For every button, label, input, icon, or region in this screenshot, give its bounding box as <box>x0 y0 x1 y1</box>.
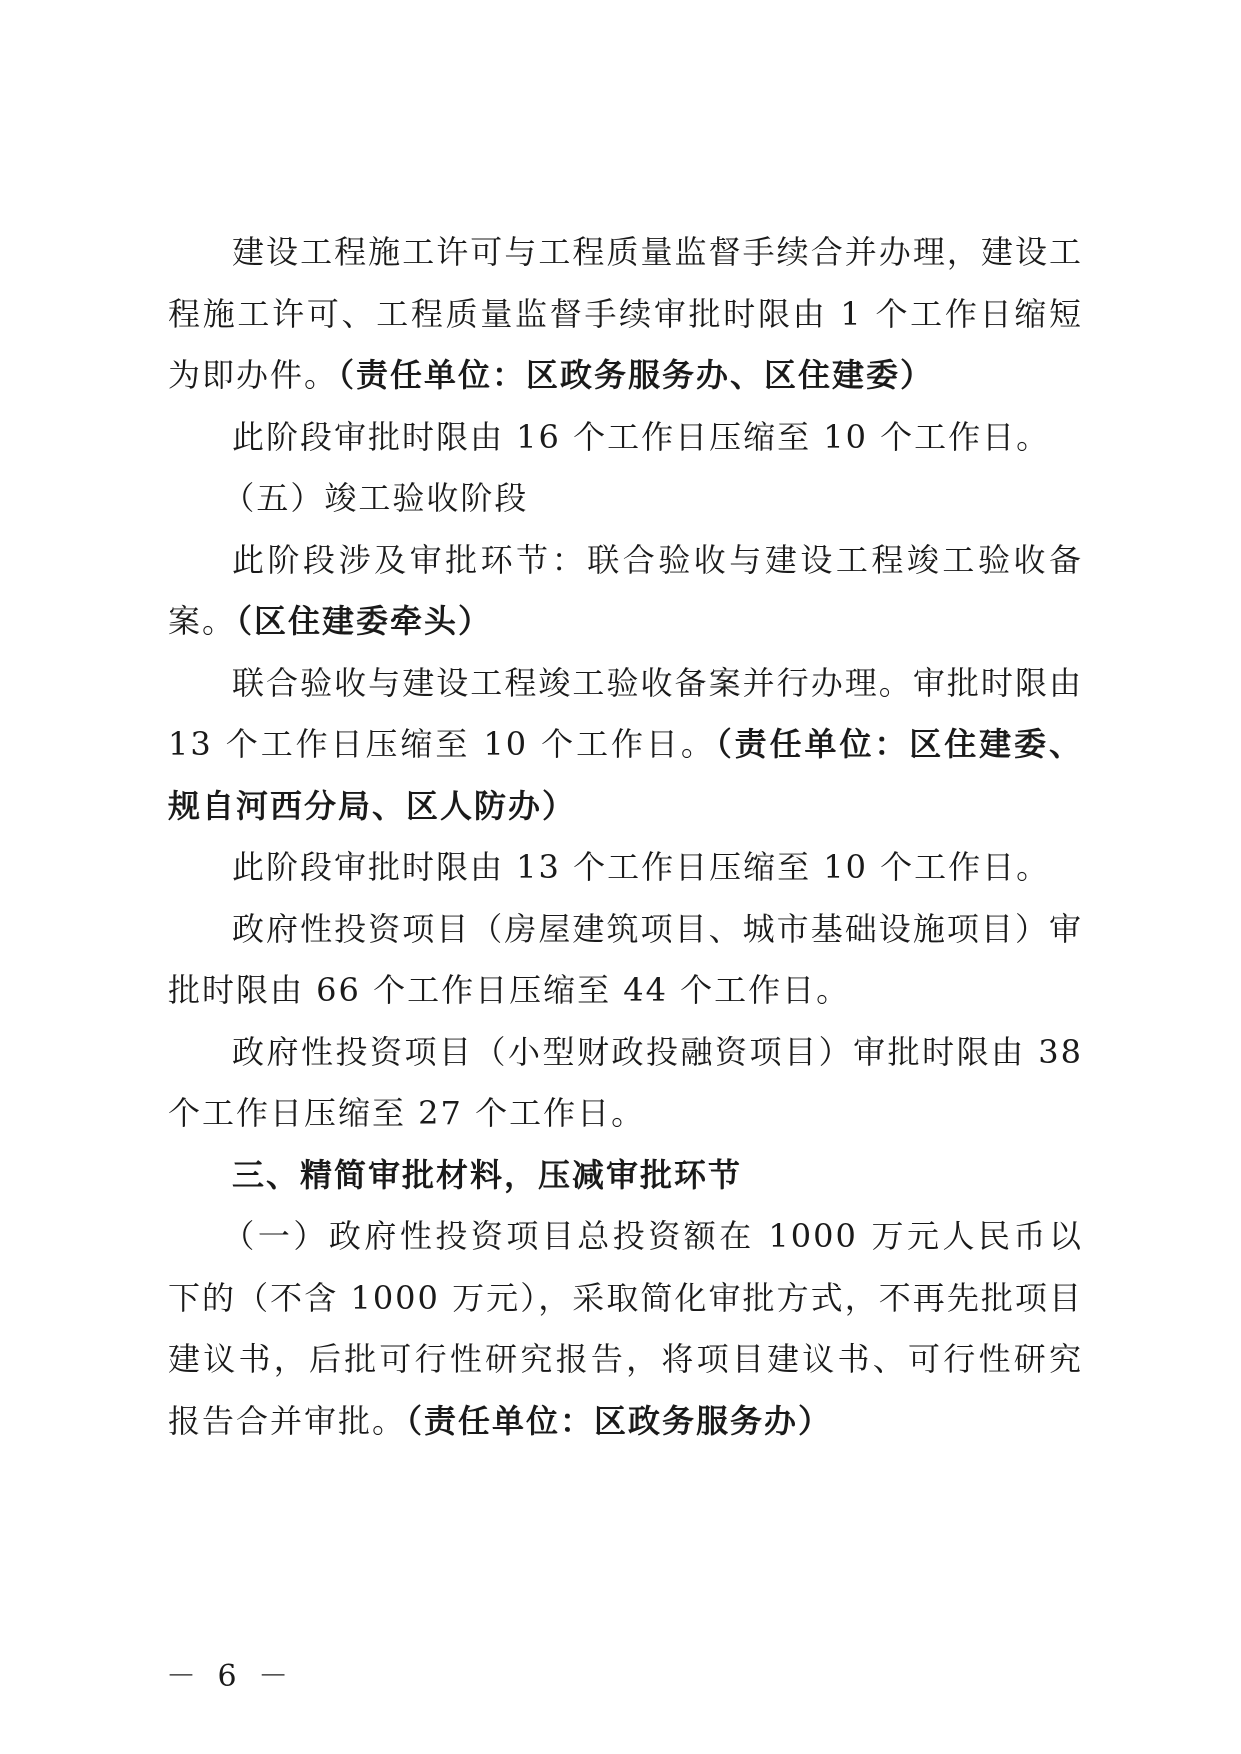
responsible-units: （责任单位：区政务服务办、区住建委） <box>338 356 935 394</box>
paragraph-text: 联合验收与建设工程竣工验收备案并行办理。审批时限由 13 个工作日压缩至 10 个工作日。 <box>168 663 1083 763</box>
paragraph-stage-time-limit: 此阶段审批时限由 16 个工作日压缩至 10 个工作日。 <box>232 417 1051 456</box>
paragraph-text: 建设工程施工许可与工程质量监督手续合并办理，建设工程施工许可、工程质量监督手续审批时限由 1 个工作日缩短为即办件。 <box>168 233 1083 394</box>
paragraph-joint-acceptance <box>168 653 1083 838</box>
lead-unit: （区住建委牵头） <box>236 602 493 640</box>
paragraph-approval-steps <box>168 530 1083 653</box>
responsible-units: （责任单位：区政务服务办） <box>406 1401 833 1440</box>
section-heading-streamline: 三、精简审批材料，压减审批环节 <box>232 1155 743 1194</box>
paragraph-simplified-approval <box>168 1206 1083 1452</box>
paragraph-construction-permit <box>168 222 1083 407</box>
paragraph-stage-time-limit-2: 此阶段审批时限由 13 个工作日压缩至 10 个工作日。 <box>232 848 1051 886</box>
responsible-units: （责任单位：区住建委、规自河西分局、区人防办） <box>168 725 1083 825</box>
paragraph-text: 此阶段涉及审批环节：联合验收与建设工程竣工验收备案。 <box>168 540 1083 640</box>
section-heading-completion-acceptance: （五）竣工验收阶段 <box>222 479 529 517</box>
page-number: － 6 － <box>166 1659 295 1694</box>
paragraph-text: （一）政府性投资项目总投资额在 1000 万元人民币以下的（不含 1000 万元），采取简化审批方式，不再先批项目建议书，后批可行性研究报告，将项目建议书、可行性研究报告合并审批。 <box>168 1217 1083 1440</box>
document-body <box>168 222 1083 1452</box>
paragraph-government-investment-small: 政府性投资项目（小型财政投融资项目）审批时限由 38 个工作日压缩至 27 个工作日。 <box>168 1032 1083 1132</box>
paragraph-government-investment-building: 政府性投资项目（房屋建筑项目、城市基础设施项目）审批时限由 66 个工作日压缩至 44 个工作日。 <box>168 909 1083 1009</box>
